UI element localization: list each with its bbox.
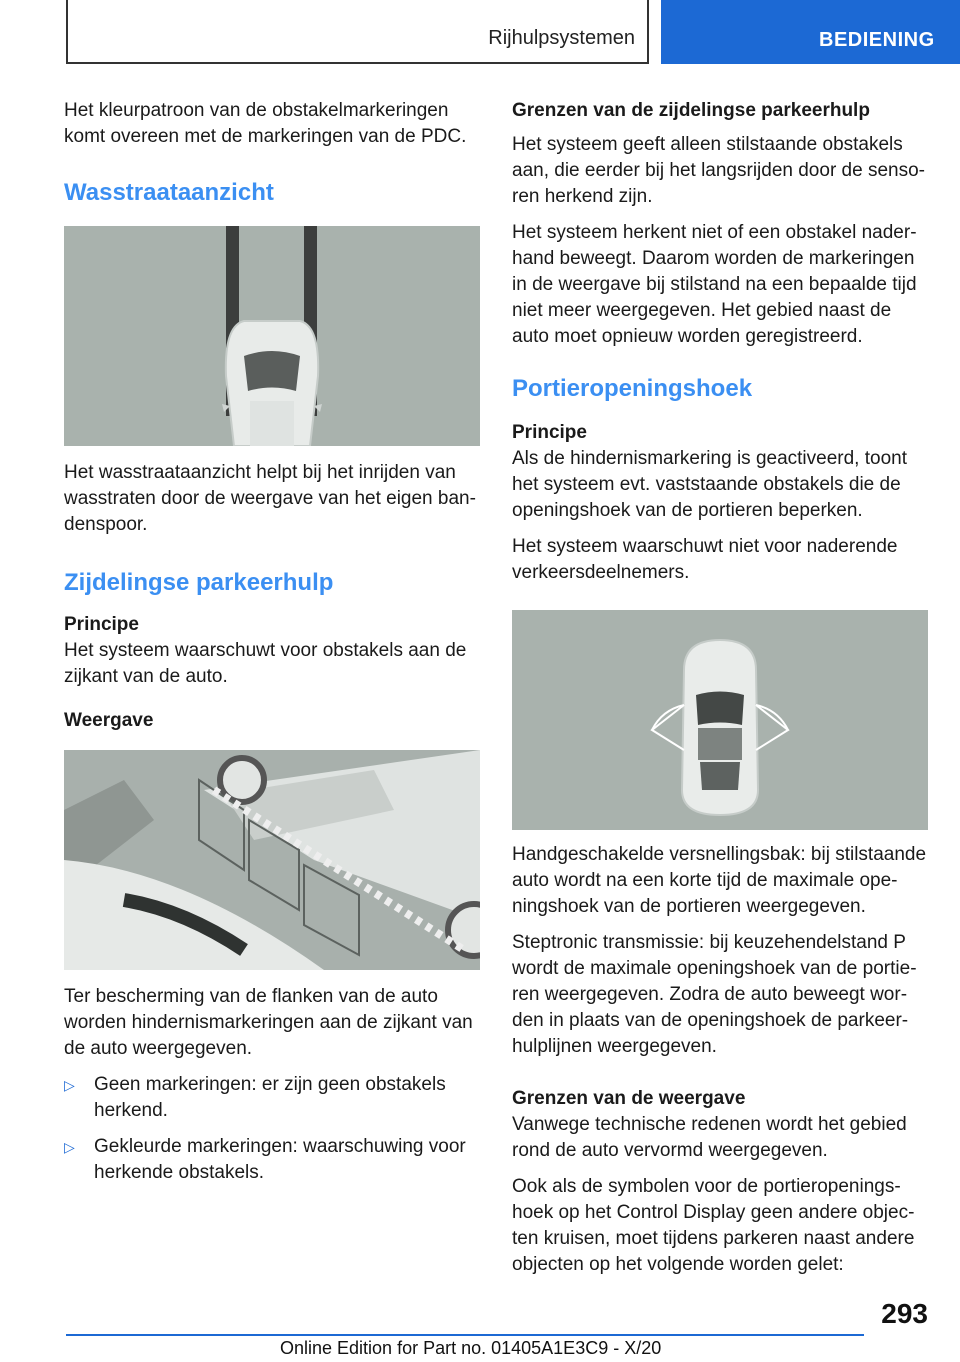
- wash-view-text: Het wasstraataanzicht helpt bij het inrijden van wasstraten door de weergave van het eigen bandenspoor.: [64, 462, 476, 535]
- side-markings-figure: [64, 750, 480, 970]
- door-warning-text: Het systeem waarschuwt niet voor naderende verkeersdeelnemers.: [512, 536, 898, 583]
- page-number: 293: [881, 1298, 928, 1329]
- limits-text-2: Het systeem herkent niet of een obstakel naderhand beweegt. Daarom worden de markeringen in de weergave bij stilstand na een bepaalde tijd niet meer weergegeven. Het gebied naast de auto moet opnieuw worden geregistreerd.: [512, 222, 917, 347]
- footer-divider: [66, 1334, 864, 1336]
- heading-display: Weergave: [64, 710, 154, 731]
- door-principle-text: Als de hindernismarkering is geactiveerd, toont het systeem evt. vaststaande obstakels die de openingshoek van de portieren beperken.: [512, 448, 907, 521]
- intro-paragraph: Het kleurpatroon van de obstakelmarkeringen komt overeen met de markeringen van de PDC.: [64, 100, 467, 147]
- heading-display-limits: Grenzen van de weergave: [512, 1088, 746, 1109]
- limits-text-1: Het systeem geeft alleen stilstaande obstakels aan, die eerder bij het langsrijden door de sensoren herkend zijn.: [512, 134, 925, 207]
- steptronic-text: Steptronic transmissie: bij keuzehendelstand P wordt de maximale openingshoek van de portieren weergegeven. Zodra de auto beweegt worden in plaats van de openingshoek de parkeerhulplijnen weergegeven.: [512, 932, 917, 1057]
- car-wash-view-figure: [64, 226, 480, 446]
- heading-side-park-limits: Grenzen van de zijdelingse parkeerhulp: [512, 100, 870, 121]
- display-limits-text-1: Vanwege technische redenen wordt het gebied rond de auto vervormd weergegeven.: [512, 1114, 907, 1161]
- header-section-box: [66, 0, 649, 64]
- heading-side-park-assist: Zijdelingse parkeerhulp: [64, 569, 334, 596]
- heading-door-opening-angle: Portieropeningshoek: [512, 375, 753, 402]
- right-column: [512, 98, 930, 1288]
- door-opening-angle-figure: [512, 610, 928, 830]
- side-principle-text: Het systeem waarschuwt voor obstakels aan de zijkant van de auto.: [64, 640, 467, 687]
- chapter-tab[interactable]: [661, 0, 960, 64]
- chapter-tab-label: BEDIENING: [819, 29, 935, 51]
- list-item: ▷ Geen markeringen: er zijn geen obstakels herkend.: [64, 1074, 446, 1121]
- footer-edition-text: Online Edition for Part no. 01405A1E3C9 - X/20: [280, 1338, 662, 1358]
- heading-principle-side: Principe: [64, 614, 139, 635]
- triangle-bullet-icon: ▷: [64, 1077, 75, 1093]
- markings-list: [64, 1072, 482, 1186]
- display-text: Ter bescherming van de flanken van de auto worden hindernismarkeringen aan de zijkant van de auto weergegeven.: [64, 986, 473, 1059]
- heading-wash-view: Wasstraataanzicht: [64, 179, 274, 206]
- display-limits-text-2: Ook als de symbolen voor de portieropeningshoek op het Control Display geen andere objecten kruisen, moet tijdens parkeren naast andere objecten op het volgende worden gelet:: [512, 1176, 915, 1275]
- heading-principle-door: Principe: [512, 422, 587, 443]
- triangle-bullet-icon: ▷: [64, 1139, 75, 1155]
- manual-transmission-text: Handgeschakelde versnellingsbak: bij stilstaande auto wordt na een korte tijd de maximale openingshoek van de portieren weergegeven.: [512, 844, 927, 917]
- header-section-title: Rijhulpsystemen: [488, 27, 635, 49]
- list-item: ▷ Gekleurde markeringen: waarschuwing voor herkende obstakels.: [64, 1136, 466, 1183]
- left-column: [64, 98, 482, 1196]
